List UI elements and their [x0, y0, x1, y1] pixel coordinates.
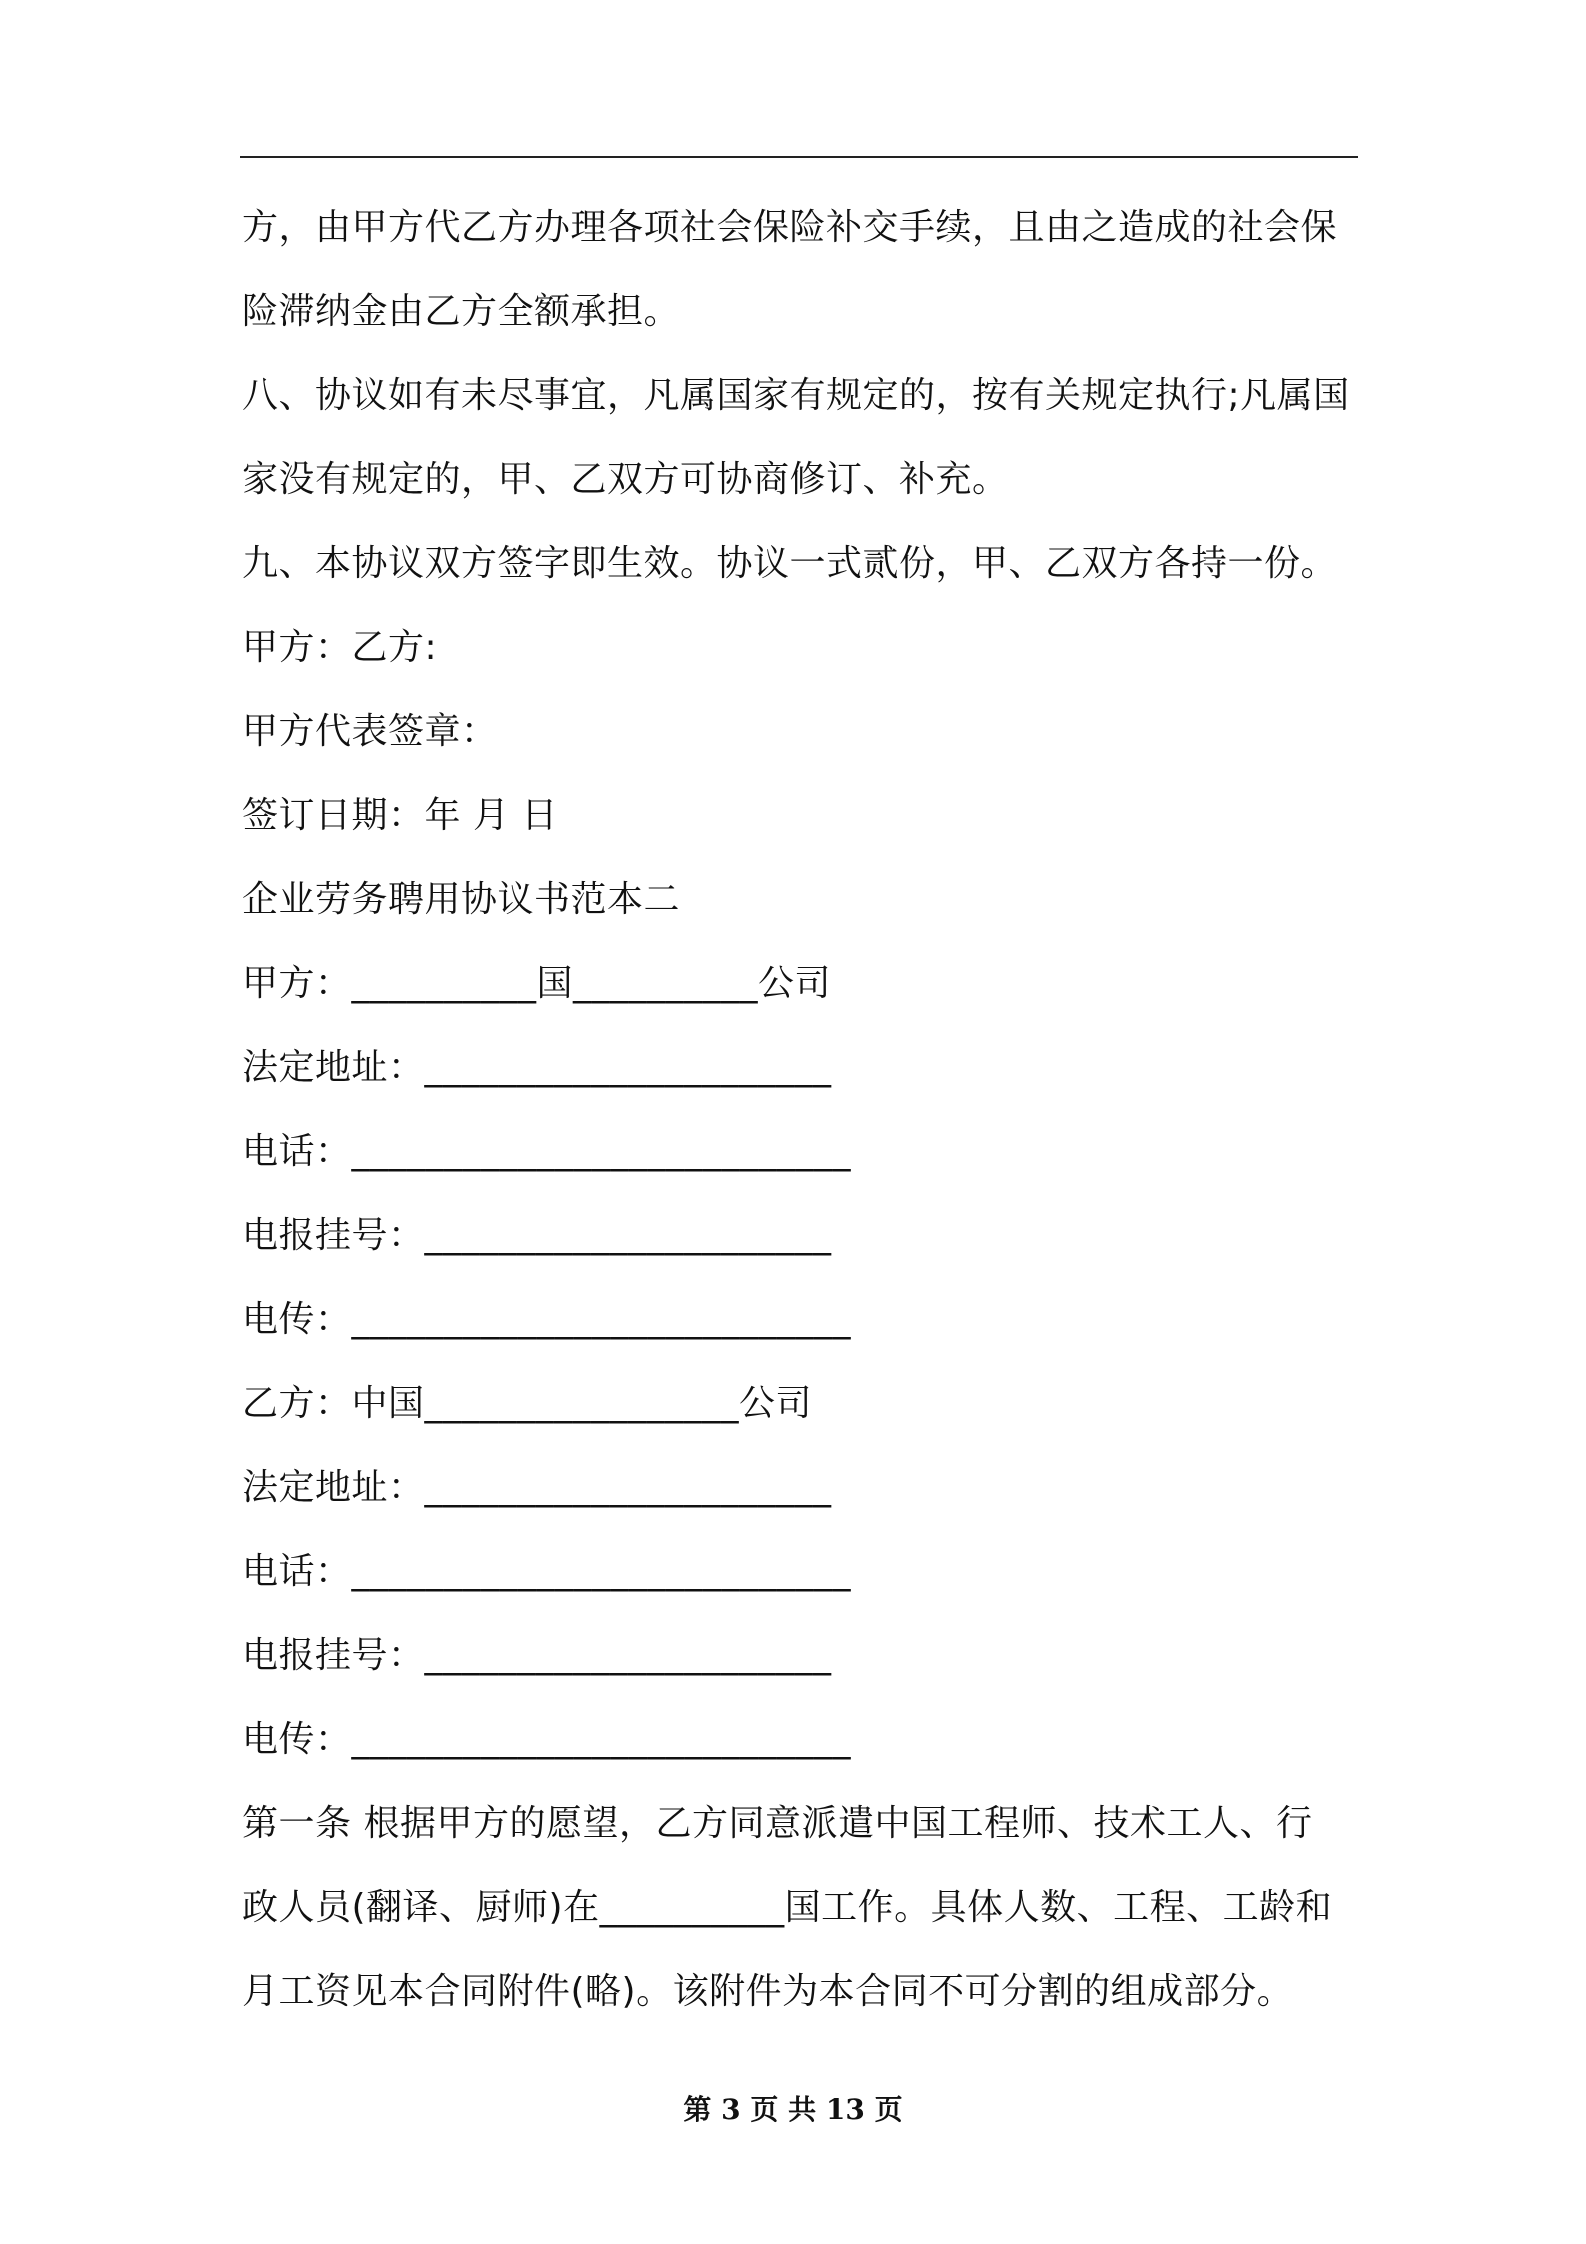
party-a-field: 甲方：__________国__________公司	[242, 963, 832, 1004]
article-one-line: 第一条 根据甲方的愿望，乙方同意派遣中国工程师、技术工人、行	[242, 1803, 1313, 1844]
article-one-line: 月工资见本合同附件(略)。该附件为本合同不可分割的组成部分。	[242, 1971, 1294, 2012]
party-a-address-field: 法定地址：______________________	[242, 1047, 832, 1088]
signature-representative-line: 甲方代表签章：	[242, 711, 498, 752]
party-a-phone-field: 电话：___________________________	[242, 1131, 852, 1172]
party-a-telegram-field: 电报挂号：______________________	[242, 1215, 832, 1256]
party-b-telex-field: 电传：___________________________	[242, 1719, 852, 1760]
paragraph-line: 险滞纳金由乙方全额承担。	[242, 291, 681, 332]
party-a-telex-field: 电传：___________________________	[242, 1299, 852, 1340]
paragraph-line: 方，由甲方代乙方办理各项社会保险补交手续，且由之造成的社会保	[242, 207, 1338, 248]
page-number-footer: 第 3 页 共 13 页	[683, 2093, 903, 2126]
party-b-address-field: 法定地址：______________________	[242, 1467, 832, 1508]
document-body	[242, 186, 1360, 2034]
signing-date-line: 签订日期：年 月 日	[242, 795, 558, 836]
signature-party-line: 甲方：乙方:	[242, 627, 438, 668]
paragraph-line: 九、本协议双方签字即生效。协议一式贰份，甲、乙双方各持一份。	[242, 543, 1338, 584]
section-title: 企业劳务聘用协议书范本二	[242, 879, 681, 920]
party-b-field: 乙方：中国_________________公司	[242, 1383, 813, 1424]
paragraph-line: 八、协议如有未尽事宜，凡属国家有规定的，按有关规定执行;凡属国	[242, 375, 1350, 416]
party-b-telegram-field: 电报挂号：______________________	[242, 1635, 832, 1676]
article-one-line: 政人员(翻译、厨师)在__________国工作。具体人数、工程、工龄和	[242, 1887, 1333, 1928]
header-rule	[240, 156, 1358, 158]
party-b-phone-field: 电话：___________________________	[242, 1551, 852, 1592]
paragraph-line: 家没有规定的，甲、乙双方可协商修订、补充。	[242, 459, 1009, 500]
